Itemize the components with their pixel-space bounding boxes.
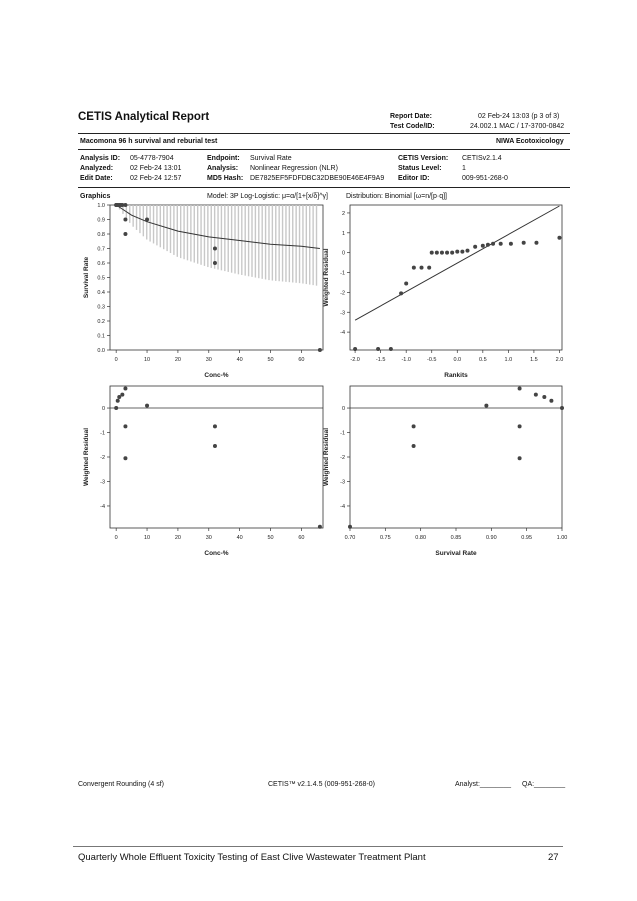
analysis-label: Analysis: (207, 165, 239, 172)
qq-plot-x-label: Rankits (444, 372, 468, 379)
report-date-label: Report Date: (390, 113, 433, 120)
survival-vs-conc-point (123, 203, 127, 207)
qq-plot-point (376, 347, 380, 351)
residual-vs-conc-x-tick-label: 40 (236, 535, 243, 541)
edit-date: 02 Feb-24 12:57 (130, 175, 182, 182)
model-formula: Model: 3P Log-Logistic: μ=α/[1+[x/δ]^γ] (207, 193, 328, 200)
graphics-label: Graphics (80, 193, 111, 200)
test-code-value: 24.002.1 MAC / 17-3700-0842 (470, 123, 565, 130)
residual-vs-conc-y-tick-label: -4 (100, 503, 105, 510)
survival-vs-conc-y-label: Survival Rate (83, 256, 90, 299)
residual-vs-survival-x-tick-label: 0.90 (485, 535, 497, 541)
survival-vs-conc-point (123, 218, 127, 222)
qq-plot-point (455, 250, 459, 254)
residual-vs-survival-y-tick-label: -1 (340, 430, 345, 437)
version-label: CETIS Version: (398, 155, 449, 162)
survival-vs-conc-x-tick-label: 20 (174, 357, 181, 363)
status-label: Status Level: (398, 165, 442, 172)
report-date-value: 02 Feb-24 13:03 (p 3 of 3) (478, 113, 560, 120)
residual-vs-survival-x-label: Survival Rate (435, 550, 477, 557)
qq-plot-point (440, 251, 444, 255)
residual-vs-survival-point (542, 395, 546, 399)
distribution-formula: Distribution: Binomial [ω=n/[p·q]] (346, 193, 447, 200)
residual-vs-conc-x-tick-label: 60 (298, 535, 305, 541)
survival-vs-conc-y-tick-label: 0.5 (97, 275, 105, 282)
qq-plot-point (465, 249, 469, 253)
residual-vs-survival-y-tick-label: 0 (341, 406, 345, 413)
survival-vs-conc-y-tick-label: 0.9 (97, 217, 105, 224)
cetis-version-footer: CETIS™ v2.1.4.5 (009-951-268-0) (268, 781, 375, 788)
qq-plot-point (481, 244, 485, 248)
residual-vs-conc-point (213, 444, 217, 448)
qq-plot-point (445, 251, 449, 255)
residual-vs-conc-point (123, 386, 127, 390)
qq-plot-point (412, 266, 416, 270)
qq-plot-point (450, 251, 454, 255)
qq-plot-y-tick-label: -2 (340, 290, 345, 297)
qq-plot-point (557, 236, 561, 240)
survival-vs-conc-x-tick-label: 60 (298, 357, 305, 363)
analysis-id-label: Analysis ID: (80, 155, 121, 162)
survival-vs-conc-frame (110, 205, 323, 350)
editor-label: Editor ID: (398, 175, 430, 182)
survival-vs-conc-y-tick-label: 0.4 (97, 290, 105, 296)
survival-vs-conc-y-tick-label: 0.6 (97, 261, 105, 267)
residual-vs-conc-x-tick-label: 0 (114, 535, 118, 541)
survival-vs-conc-x-tick-label: 30 (205, 357, 212, 363)
qq-plot-x-tick-label: 1.0 (504, 357, 513, 363)
qa-field: QA:________ (522, 781, 566, 788)
qq-plot-fit-line (355, 206, 559, 320)
qq-plot-point (486, 243, 490, 247)
editor: 009-951-268-0 (462, 175, 508, 182)
footer-rule (73, 846, 563, 847)
footer-text: Quarterly Whole Effluent Toxicity Testing of East Clive Wastewater Treatment Plant (78, 852, 426, 863)
page-number: 27 (548, 852, 559, 863)
residual-vs-conc-y-tick-label: -1 (100, 430, 105, 437)
residual-vs-conc-point (116, 399, 120, 403)
survival-vs-conc-point (213, 261, 217, 265)
version: CETISv2.1.4 (462, 155, 502, 162)
residual-vs-conc-x-tick-label: 50 (267, 535, 274, 541)
md5: DE7825EF5FDFDBC32DBE90E46E4F9A9 (250, 175, 385, 182)
survival-vs-conc-x-tick-label: 10 (143, 357, 151, 363)
qq-plot-point (435, 251, 439, 255)
status: 1 (462, 165, 466, 172)
qq-plot-x-tick-label: -2.0 (350, 357, 360, 363)
survival-vs-conc-y-tick-label: 0.3 (97, 304, 105, 311)
residual-vs-survival-y-tick-label: -2 (340, 455, 345, 461)
analyzed: 02 Feb-24 13:01 (130, 165, 182, 172)
residual-vs-conc-point (123, 456, 127, 460)
residual-vs-survival-x-tick-label: 1.00 (556, 535, 568, 541)
qq-plot-y-tick-label: 2 (341, 210, 345, 217)
qq-plot-point (420, 266, 424, 270)
residual-vs-survival-point (518, 456, 522, 460)
qq-plot-point (404, 281, 408, 285)
residual-vs-survival-y-tick-label: -4 (340, 503, 345, 510)
residual-vs-survival-y-tick-label: -3 (340, 479, 345, 486)
residual-vs-conc-y-tick-label: -2 (100, 455, 105, 461)
qq-plot-y-tick-label: -4 (340, 330, 345, 337)
analysis-id: 05-4778-7904 (130, 155, 174, 162)
residual-vs-conc-x-tick-label: 30 (205, 535, 212, 541)
residual-vs-conc-point (213, 424, 217, 428)
md5-label: MD5 Hash: (207, 175, 244, 182)
qq-plot-y-label: Weighted Residual (323, 248, 330, 307)
test-code-label: Test Code/ID: (390, 123, 435, 130)
survival-vs-conc-y-tick-label: 1.0 (97, 203, 105, 209)
qq-plot-x-tick-label: 2.0 (555, 357, 564, 363)
survival-vs-conc-y-tick-label: 0.0 (97, 348, 105, 354)
organization: NIWA Ecotoxicology (496, 138, 564, 145)
endpoint-label: Endpoint: (207, 155, 240, 162)
survival-vs-conc-y-tick-label: 0.2 (97, 319, 105, 325)
edit-date-label: Edit Date: (80, 175, 113, 182)
residual-vs-conc-y-tick-label: -3 (100, 479, 105, 486)
survival-vs-conc-x-tick-label: 40 (236, 357, 243, 363)
qq-plot-point (473, 245, 477, 249)
residual-vs-survival-point (518, 424, 522, 428)
survival-vs-conc-y-tick-label: 0.8 (97, 232, 105, 238)
test-name: Macomona 96 h survival and reburial test (80, 138, 218, 145)
qq-plot-y-tick-label: -3 (340, 310, 345, 317)
analyst-field: Analyst:________ (455, 781, 512, 788)
qq-plot-y-tick-label: -1 (340, 270, 345, 277)
residual-vs-survival-point (412, 444, 416, 448)
analyzed-label: Analyzed: (80, 165, 114, 172)
residual-vs-survival-x-tick-label: 0.95 (521, 535, 533, 541)
survival-vs-conc-point (213, 247, 217, 251)
residual-vs-survival-x-tick-label: 0.85 (450, 535, 462, 541)
qq-plot-y-tick-label: 0 (341, 250, 345, 257)
qq-plot-point (460, 250, 464, 254)
residual-vs-conc-y-tick-label: 0 (101, 406, 105, 413)
residual-vs-survival-point (534, 393, 538, 397)
survival-vs-conc-x-tick-label: 50 (267, 357, 274, 363)
qq-plot-x-tick-label: 0.0 (453, 357, 462, 363)
qq-plot-x-tick-label: -1.5 (375, 357, 386, 363)
qq-plot-point (430, 251, 434, 255)
qq-plot-frame (350, 205, 562, 350)
residual-vs-conc-x-label: Conc-% (204, 550, 229, 557)
residual-vs-survival-y-label: Weighted Residual (323, 427, 330, 487)
qq-plot-point (389, 347, 393, 351)
residual-vs-conc-point (114, 406, 118, 410)
qq-plot-y-tick-label: 1 (341, 230, 345, 237)
residual-vs-survival-frame (350, 386, 562, 528)
survival-vs-conc-point (318, 348, 322, 352)
qq-plot-point (522, 241, 526, 245)
survival-vs-conc-y-tick-label: 0.1 (97, 333, 105, 340)
residual-vs-conc-point (120, 393, 124, 397)
rounding-note: Convergent Rounding (4 sf) (78, 781, 164, 788)
residual-vs-conc-point (318, 525, 322, 529)
survival-vs-conc-x-label: Conc-% (204, 372, 229, 379)
residual-vs-conc-frame (110, 386, 323, 528)
analysis: Nonlinear Regression (NLR) (250, 165, 338, 172)
survival-vs-conc-point (123, 232, 127, 236)
residual-vs-conc-point (145, 404, 149, 408)
residual-vs-survival-point (518, 386, 522, 390)
residual-vs-survival-x-tick-label: 0.75 (379, 535, 391, 541)
qq-plot-point (509, 242, 513, 246)
qq-plot-point (534, 241, 538, 245)
qq-plot-x-tick-label: -0.5 (426, 357, 437, 363)
residual-vs-conc-point (123, 424, 127, 428)
survival-vs-conc-y-tick-label: 0.7 (97, 246, 105, 253)
qq-plot-point (399, 291, 403, 295)
residual-vs-survival-point (484, 404, 488, 408)
qq-plot-x-tick-label: 0.5 (478, 357, 487, 363)
residual-vs-survival-point (412, 424, 416, 428)
qq-plot-point (499, 242, 503, 246)
residual-vs-survival-point (560, 406, 564, 410)
qq-plot-x-tick-label: 1.5 (530, 357, 538, 363)
qq-plot-point (427, 266, 431, 270)
survival-vs-conc-point (145, 218, 149, 222)
report-title: CETIS Analytical Report (78, 111, 210, 123)
residual-vs-survival-point (549, 399, 553, 403)
residual-vs-conc-y-label: Weighted Residual (83, 427, 90, 487)
residual-vs-conc-x-tick-label: 10 (143, 535, 151, 541)
residual-vs-survival-x-tick-label: 0.70 (344, 535, 356, 541)
residual-vs-conc-x-tick-label: 20 (174, 535, 181, 541)
endpoint: Survival Rate (250, 155, 292, 162)
residual-vs-survival-x-tick-label: 0.80 (415, 535, 427, 541)
qq-plot-x-tick-label: -1.0 (401, 357, 411, 363)
survival-vs-conc-x-tick-label: 0 (114, 357, 118, 363)
qq-plot-point (491, 242, 495, 246)
